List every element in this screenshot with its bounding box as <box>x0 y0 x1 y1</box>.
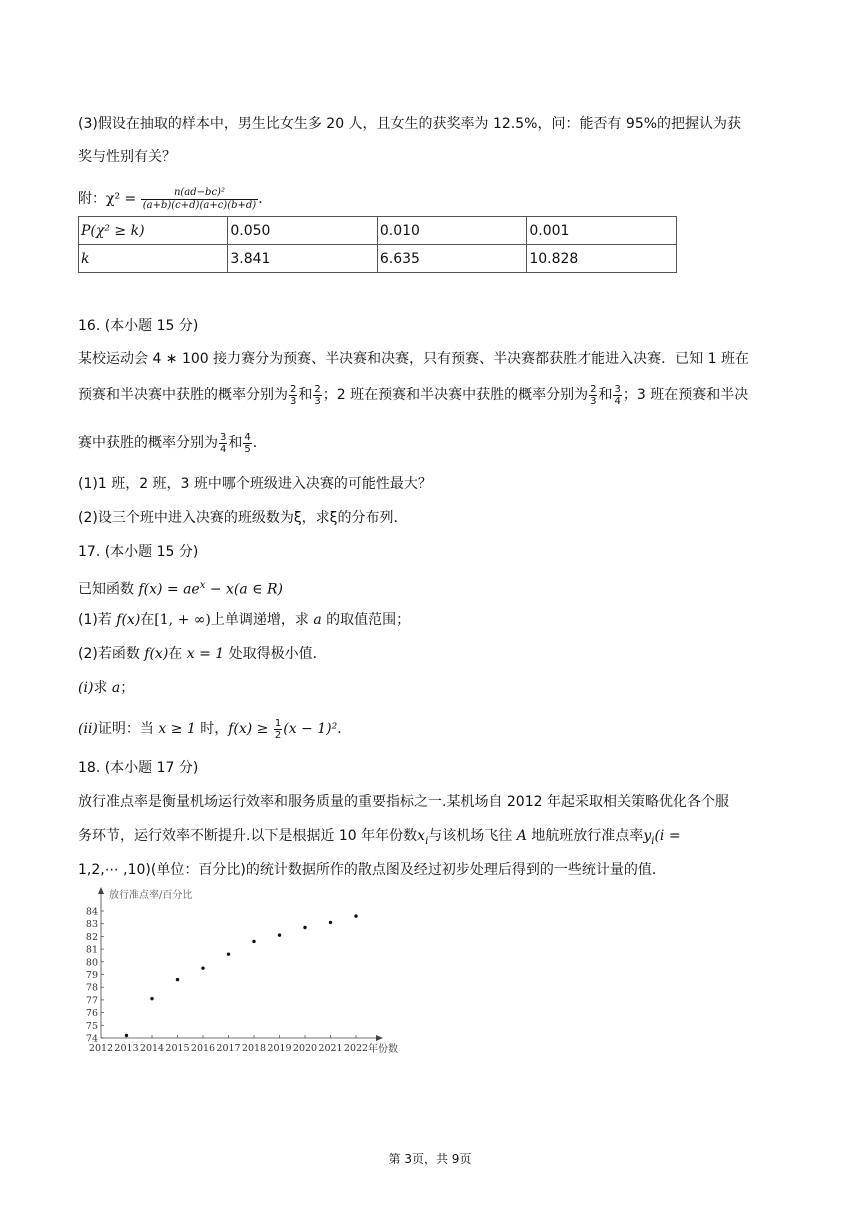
fraction-denominator: 4 <box>220 443 227 455</box>
q16-paragraph-line3 <box>78 428 257 458</box>
text-span: 在 <box>140 612 155 628</box>
x-tick-label: 2021 <box>318 1043 343 1054</box>
math-subscript: i <box>651 835 655 847</box>
text-span: 和 <box>228 435 243 451</box>
fraction-numerator: 3 <box>220 431 227 443</box>
data-point <box>278 933 281 936</box>
x-tick-label: 2019 <box>267 1043 292 1054</box>
q15-reference-formula <box>78 184 263 214</box>
math-span: − x(a ∈ R) <box>205 581 283 598</box>
fraction-numerator: 2 <box>290 383 297 395</box>
fraction-denominator: 3 <box>290 395 297 407</box>
x-tick-label: 2013 <box>114 1043 139 1054</box>
q17-header: 17. (本小题 15 分) <box>78 544 199 560</box>
chart-y-label: 放行准点率/百分比 <box>109 890 193 901</box>
data-point <box>201 966 204 969</box>
table-cell: 6.635 <box>377 245 527 273</box>
fraction <box>274 718 282 741</box>
math-span: [1, + ∞) <box>154 612 211 628</box>
q15-part3-line2: 奖与性别有关？ <box>78 149 176 165</box>
text-span: 证明：当 <box>97 721 159 737</box>
q16-header: 16. (本小题 15 分) <box>78 318 199 334</box>
data-point <box>303 926 306 929</box>
data-point <box>125 1034 128 1037</box>
math-span: (i = <box>654 828 681 844</box>
x-tick-label: 2020 <box>292 1043 318 1054</box>
data-point <box>354 914 357 917</box>
math-subscript: i <box>425 835 429 847</box>
math-span: a <box>313 612 322 628</box>
x-tick-label: 2016 <box>190 1043 216 1054</box>
q16-paragraph-line2 <box>78 380 748 410</box>
text-span: 和 <box>298 387 313 403</box>
table-row <box>79 217 677 245</box>
table-cell: k <box>79 245 228 273</box>
text-span: ； <box>120 680 135 696</box>
q18-paragraph-line3 <box>78 860 666 880</box>
y-tick-label: 78 <box>85 982 98 994</box>
data-point <box>176 978 179 981</box>
math-span: x <box>417 828 426 844</box>
math-span: x = 1 <box>186 646 225 662</box>
chi-square-fraction <box>141 187 258 212</box>
table-cell: 0.001 <box>527 217 677 245</box>
y-tick-label: 77 <box>85 995 98 1007</box>
math-span: (x − 1)². <box>283 721 342 737</box>
text-span: 处取得极小值． <box>224 646 327 662</box>
q17-sub1 <box>78 610 410 630</box>
page-footer: 第 3页，共 9页 <box>388 1152 472 1166</box>
x-tick-label: 2014 <box>139 1043 165 1054</box>
y-tick-label: 80 <box>85 957 98 969</box>
chi-square-symbol: χ² = <box>106 191 137 207</box>
q18-header: 18. (本小题 17 分) <box>78 760 199 776</box>
chart-ticks <box>86 907 368 1055</box>
text-span: 已知函数 <box>78 581 139 598</box>
fraction <box>589 384 597 407</box>
math-span: (ii) <box>78 721 98 737</box>
text-span: 与该机场飞往 <box>428 828 517 844</box>
text-span: (2)若函数 <box>78 646 145 662</box>
y-tick-label: 76 <box>85 1008 98 1020</box>
fraction-numerator: 3 <box>614 383 621 395</box>
q15-part3-line1: (3)假设在抽取的样本中，男生比女生多 20 人，且女生的获奖率为 12.5%，问：能否有 95%的把握认为获 <box>78 116 742 132</box>
fraction <box>613 384 621 407</box>
q16-sub2: (2)设三个班中进入决赛的班级数为ξ，求ξ的分布列． <box>78 510 408 526</box>
fraction-denominator: 3 <box>314 395 321 407</box>
q18-paragraph-line1: 放行准点率是衡量机场运行效率和服务质量的重要指标之一.某机场自 2012 年起采取相关策略优化各个服 <box>78 794 729 810</box>
y-tick-label: 81 <box>85 944 98 956</box>
table-cell: 0.010 <box>377 217 527 245</box>
fraction <box>219 432 227 455</box>
text-span: 和 <box>598 387 613 403</box>
data-point <box>252 940 255 943</box>
math-span: a <box>111 680 121 696</box>
fraction <box>243 432 251 455</box>
y-tick-label: 79 <box>85 970 98 981</box>
fraction <box>289 384 297 407</box>
chi-square-critical-table <box>78 216 677 273</box>
text-span: (1)若 <box>78 612 117 628</box>
chart-x-label: 年份数 <box>368 1044 398 1055</box>
chi-square-numerator: n(ad−bc)² <box>141 187 258 200</box>
table-cell: 0.050 <box>228 217 378 245</box>
fraction-denominator: 2 <box>274 729 282 741</box>
math-span: A <box>516 828 527 844</box>
q17-given <box>78 576 283 600</box>
text-span: 上单调递增，求 <box>210 612 314 628</box>
x-tick-label: 2017 <box>216 1043 241 1054</box>
text-span: 地航班放行准点率 <box>526 828 644 844</box>
x-tick-label: 2022 <box>343 1043 369 1054</box>
chart-axes <box>98 887 383 1041</box>
text-span: (单位：百分比)的统计数据所作的散点图及经过初步处理后得到的一些统计量的值． <box>150 862 666 878</box>
text-span: 预赛和半决赛中获胜的概率分别为 <box>78 387 288 403</box>
formula-end: . <box>258 191 263 207</box>
x-tick-label: 2012 <box>88 1043 114 1054</box>
text-span: 求 <box>93 680 112 696</box>
x-tick-label: 2018 <box>241 1043 267 1054</box>
text-span: 务环节，运行效率不断提升.以下是根据近 10 年年份数 <box>78 828 418 844</box>
fraction-numerator: 2 <box>314 383 321 395</box>
text-span: ；2 班在预赛和半决赛中获胜的概率分别为 <box>322 387 589 403</box>
y-tick-label: 82 <box>85 931 98 943</box>
table-cell: 3.841 <box>228 245 378 273</box>
math-span: y <box>643 828 652 844</box>
math-span: f(x) <box>116 612 141 628</box>
q16-paragraph-line1: 某校运动会 4 ∗ 100 接力赛分为预赛、半决赛和决赛，只有预赛、半决赛都获胜才能进入决赛．已知 1 班在 <box>78 351 749 367</box>
fraction-numerator: 2 <box>590 383 597 395</box>
math-span: f(x) = ae <box>138 581 200 598</box>
y-axis-arrow-icon <box>98 887 104 894</box>
ref-prefix: 附： <box>78 191 106 207</box>
fraction-denominator: 3 <box>590 395 597 407</box>
q17-sub-ii <box>78 714 342 744</box>
y-tick-label: 83 <box>85 919 98 931</box>
text-span: 在 <box>168 646 187 662</box>
data-point <box>150 997 153 1000</box>
table-cell: P(χ² ≥ k) <box>79 217 228 245</box>
fraction-numerator: 4 <box>244 431 251 443</box>
table-cell: 10.828 <box>527 245 677 273</box>
q17-sub2 <box>78 644 327 664</box>
fraction-denominator: 4 <box>614 395 621 407</box>
table-row <box>79 245 677 273</box>
chart-points <box>125 914 358 1037</box>
math-span: f(x) <box>144 646 169 662</box>
x-axis-arrow-icon <box>376 1035 383 1041</box>
text-span: 时， <box>195 721 229 737</box>
y-tick-label: 75 <box>85 1020 98 1032</box>
fraction-numerator: 1 <box>274 717 282 729</box>
math-superscript: x <box>199 580 206 591</box>
x-tick-label: 2015 <box>165 1043 190 1054</box>
math-span: (i) <box>78 680 94 696</box>
chi-square-denominator: (a+b)(c+d)(a+c)(b+d) <box>142 199 257 211</box>
data-point <box>227 952 230 955</box>
q17-sub-i <box>78 678 134 698</box>
fraction <box>313 384 321 407</box>
q16-sub1: (1)1 班，2 班，3 班中哪个班级进入决赛的可能性最大？ <box>78 476 432 492</box>
q18-paragraph-line2 <box>78 826 681 852</box>
math-span: x ≥ 1 <box>158 721 196 737</box>
fraction-denominator: 5 <box>244 443 251 455</box>
y-tick-label: 84 <box>85 906 98 918</box>
data-point <box>329 921 332 924</box>
text-span: 的取值范围； <box>321 612 411 628</box>
text-span: . <box>252 435 258 451</box>
math-span: f(x) ≥ <box>228 721 273 737</box>
text-span: 1,2,⋯ ,10) <box>78 862 151 878</box>
text-span: ；3 班在预赛和半决 <box>622 387 749 403</box>
y-tick-label: 74 <box>85 1033 98 1045</box>
scatter-chart <box>84 884 414 1064</box>
text-span: 赛中获胜的概率分别为 <box>78 435 218 451</box>
